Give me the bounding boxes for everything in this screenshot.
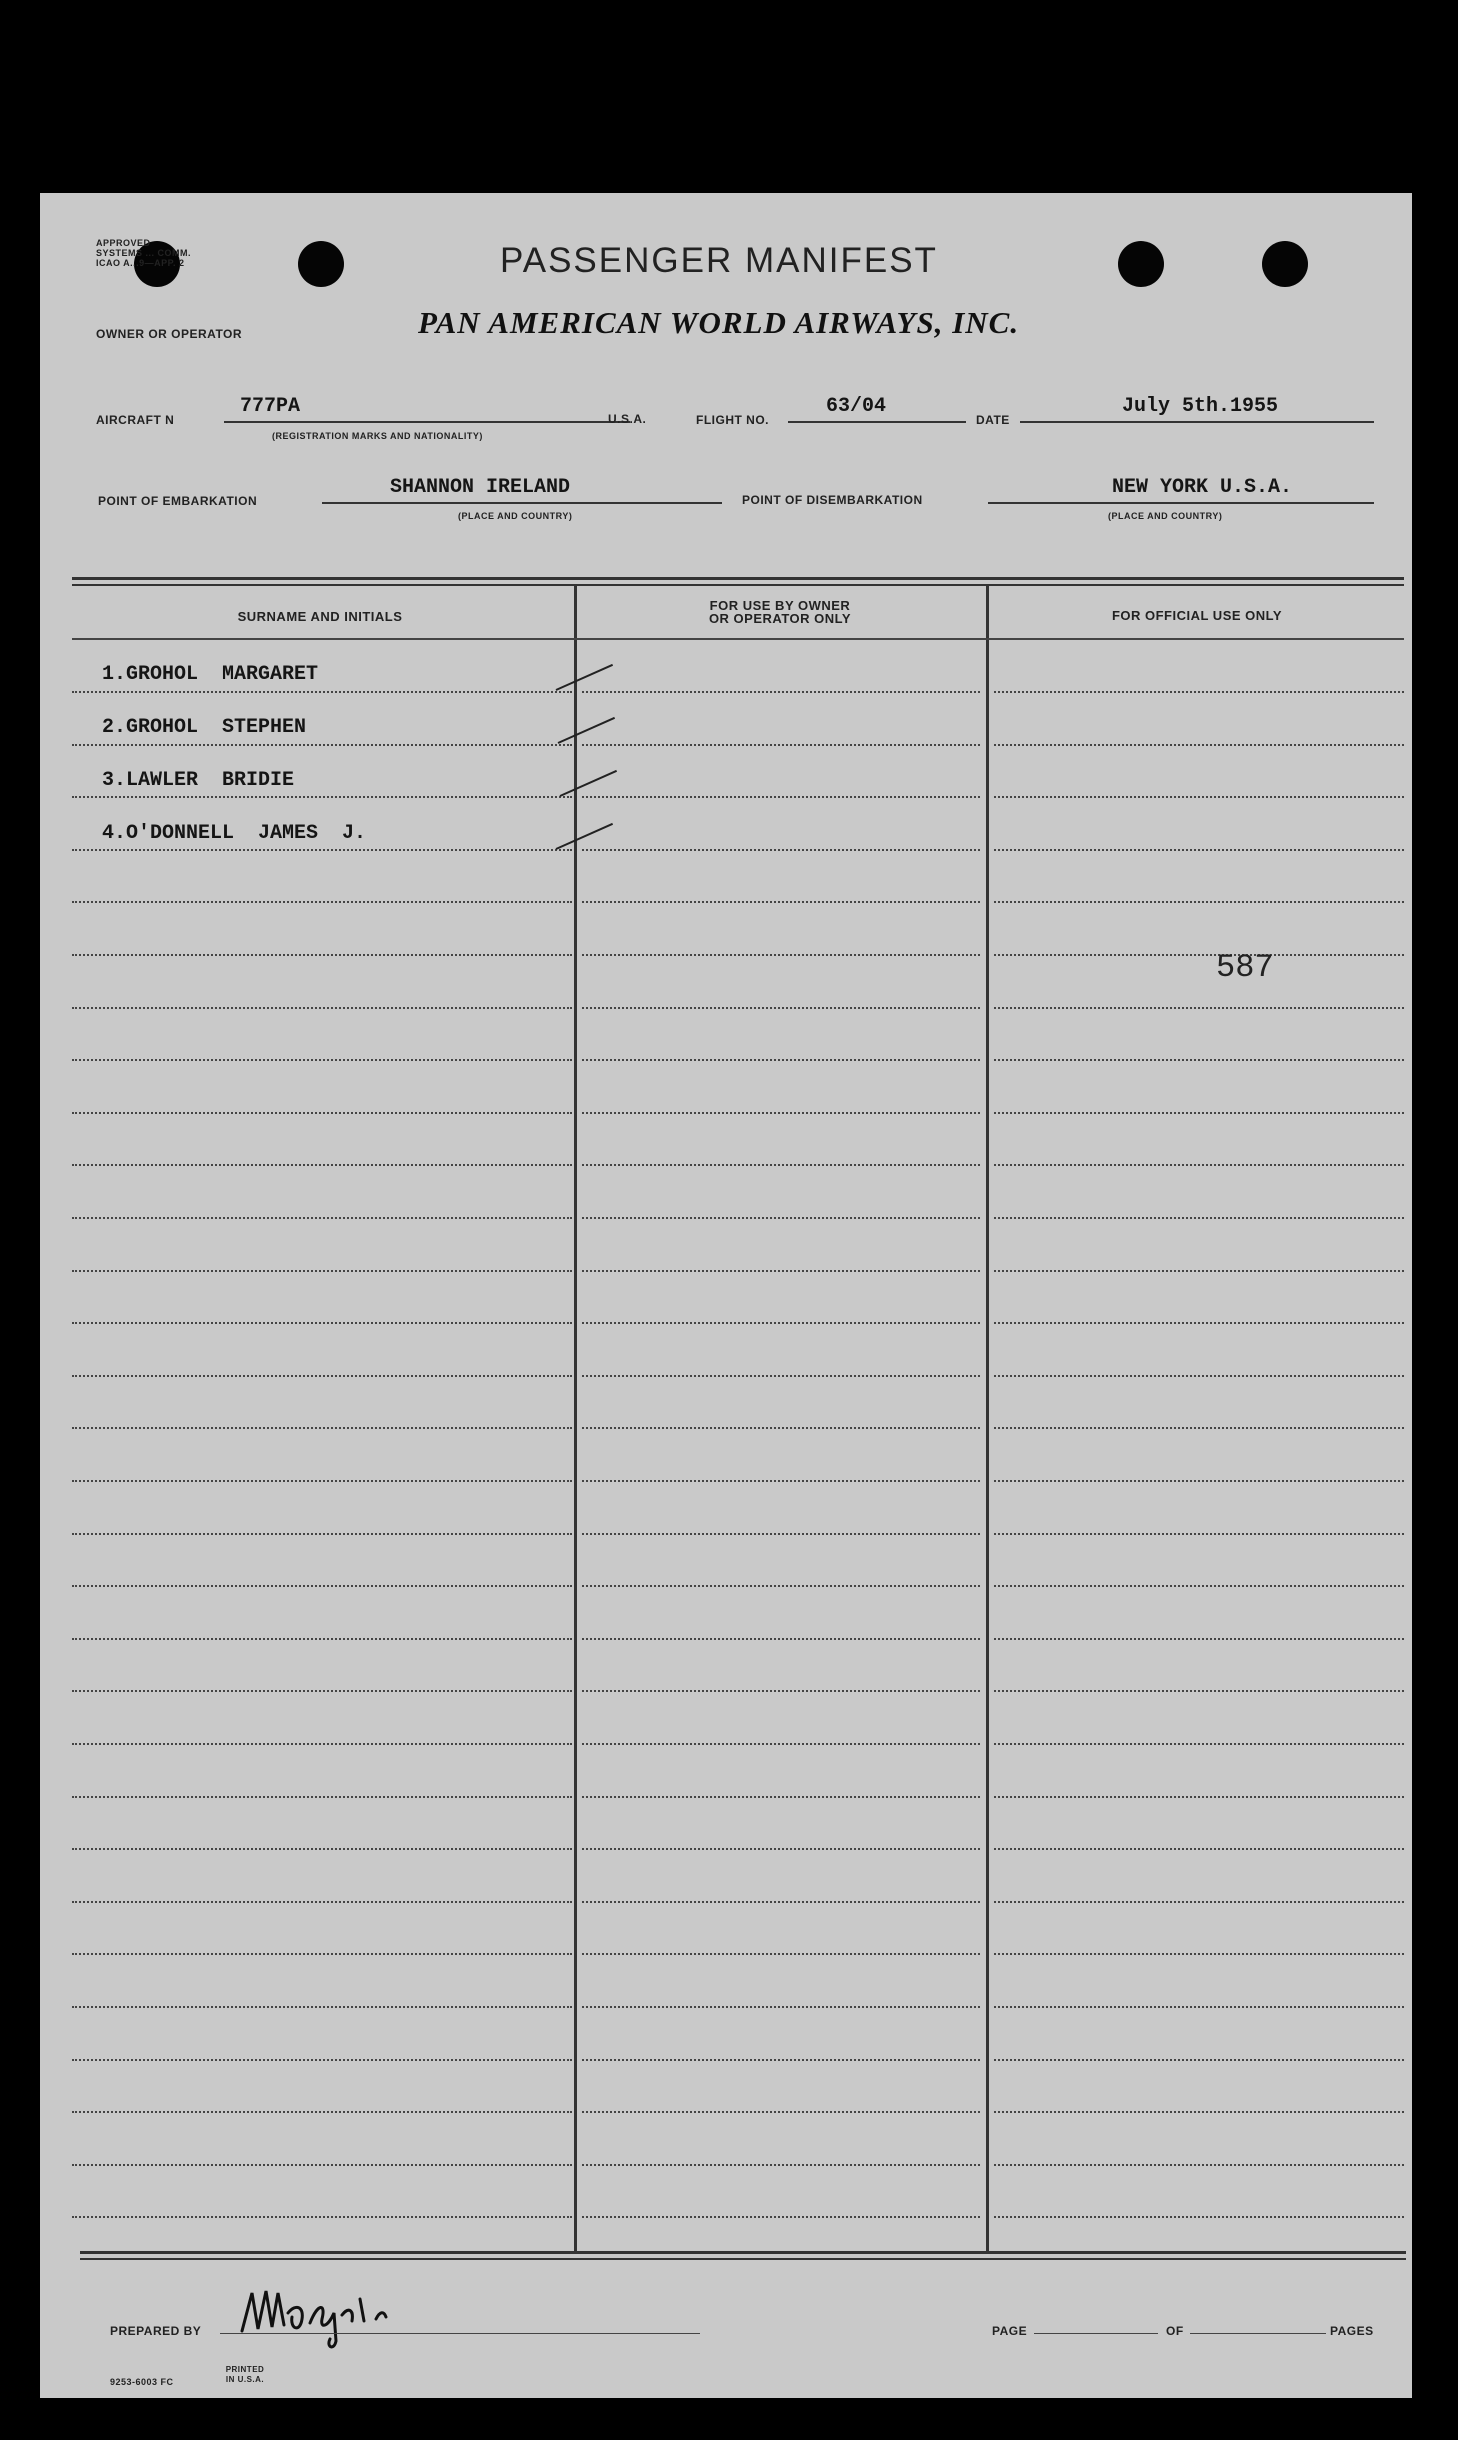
ruled-line	[994, 1953, 1404, 1955]
ruled-line	[582, 1848, 980, 1850]
disembarkation-label: POINT OF DISEMBARKATION	[742, 493, 923, 507]
place-caption: (PLACE AND COUNTRY)	[458, 511, 573, 521]
ruled-line	[72, 1059, 572, 1061]
ruled-line	[994, 2164, 1404, 2166]
ruled-line	[582, 691, 980, 693]
ruled-line	[582, 1059, 980, 1061]
ruled-line	[994, 1427, 1404, 1429]
ruled-line	[994, 1796, 1404, 1798]
ruled-line	[72, 1953, 572, 1955]
ruled-line	[582, 1270, 980, 1272]
ruled-line	[72, 1217, 572, 1219]
ruled-line	[582, 2059, 980, 2061]
usa-label: U.S.A.	[608, 412, 647, 426]
prepared-by-label: PREPARED BY	[110, 2324, 202, 2338]
ruled-line	[72, 901, 572, 903]
pages-label: PAGES	[1330, 2324, 1374, 2338]
ruled-line	[72, 2216, 572, 2218]
ruled-line	[582, 1953, 980, 1955]
ruled-line	[994, 1164, 1404, 1166]
signature	[230, 2263, 530, 2363]
ruled-line	[72, 1796, 572, 1798]
punch-hole	[298, 241, 344, 287]
ruled-line	[582, 849, 980, 851]
ruled-line	[582, 1217, 980, 1219]
check-mark	[556, 823, 613, 850]
ruled-line	[582, 1533, 980, 1535]
ruled-line	[582, 1375, 980, 1377]
manifest-sheet	[40, 193, 1412, 2398]
punch-hole	[1262, 241, 1308, 287]
ruled-line	[994, 796, 1404, 798]
ruled-line	[582, 1585, 980, 1587]
official-note: 587	[1216, 949, 1274, 986]
ruled-line	[582, 2111, 980, 2113]
page-title: PASSENGER MANIFEST	[500, 241, 938, 280]
passenger-row: 1.GROHOL MARGARET	[102, 663, 319, 686]
ruled-line	[582, 1427, 980, 1429]
owner-name: PAN AMERICAN WORLD AIRWAYS, INC.	[418, 305, 1020, 340]
ruled-line	[994, 1480, 1404, 1482]
ruled-line	[72, 1638, 572, 1640]
ruled-line	[582, 1112, 980, 1114]
column-header-owner: FOR USE BY OWNER OR OPERATOR ONLY	[708, 598, 852, 626]
ruled-line	[72, 849, 572, 851]
flight-no-label: FLIGHT NO.	[696, 413, 769, 427]
ruled-line	[582, 796, 980, 798]
ruled-line	[582, 744, 980, 746]
embarkation-value: SHANNON IRELAND	[390, 476, 571, 499]
ruled-line	[994, 1217, 1404, 1219]
form-number: 9253-6003 FC	[110, 2377, 174, 2387]
ruled-line	[72, 1848, 572, 1850]
disembarkation-value: NEW YORK U.S.A.	[1112, 476, 1293, 499]
approval-note: APPROVED SYSTEMS ... COMM. ICAO A...9—APP. 2	[96, 238, 192, 268]
date-value: July 5th.1955	[1122, 395, 1279, 418]
ruled-line	[994, 2059, 1404, 2061]
ruled-line	[994, 1059, 1404, 1061]
ruled-line	[72, 1585, 572, 1587]
ruled-line	[994, 849, 1404, 851]
ruled-line	[994, 744, 1404, 746]
ruled-line	[582, 901, 980, 903]
ruled-line	[994, 1690, 1404, 1692]
ruled-line	[72, 1270, 572, 1272]
ruled-line	[72, 954, 572, 956]
check-mark	[558, 717, 615, 744]
ruled-line	[582, 2164, 980, 2166]
place-caption-2: (PLACE AND COUNTRY)	[1108, 511, 1223, 521]
ruled-line	[72, 796, 572, 798]
column-divider	[574, 585, 577, 2251]
ruled-line	[994, 1743, 1404, 1745]
ruled-line	[994, 1270, 1404, 1272]
ruled-line	[994, 1585, 1404, 1587]
ruled-line	[994, 1375, 1404, 1377]
column-header-surname: SURNAME AND INITIALS	[237, 609, 403, 624]
ruled-line	[72, 1427, 572, 1429]
ruled-line	[582, 1164, 980, 1166]
ruled-line	[72, 1164, 572, 1166]
ruled-line	[994, 2006, 1404, 2008]
printed-label: PRINTED IN U.S.A.	[225, 2365, 265, 2384]
ruled-line	[994, 2111, 1404, 2113]
punch-hole	[1118, 241, 1164, 287]
passenger-row: 2.GROHOL STEPHEN	[102, 716, 307, 739]
column-header-official: FOR OFFICIAL USE ONLY	[1111, 608, 1283, 623]
passenger-row: 4.O'DONNELL JAMES J.	[102, 822, 367, 845]
embarkation-label: POINT OF EMBARKATION	[98, 494, 258, 508]
check-mark	[560, 770, 617, 797]
ruled-line	[994, 1848, 1404, 1850]
ruled-line	[72, 1690, 572, 1692]
ruled-line	[582, 1322, 980, 1324]
date-label: DATE	[976, 413, 1010, 427]
aircraft-label: AIRCRAFT N	[96, 413, 175, 427]
check-mark	[556, 664, 613, 691]
aircraft-value: 777PA	[240, 395, 301, 418]
passenger-row: 3.LAWLER BRIDIE	[102, 769, 295, 792]
ruled-line	[72, 2006, 572, 2008]
ruled-line	[582, 1480, 980, 1482]
ruled-line	[72, 1901, 572, 1903]
ruled-line	[582, 1690, 980, 1692]
ruled-line	[72, 744, 572, 746]
ruled-line	[994, 2216, 1404, 2218]
owner-label: OWNER OR OPERATOR	[96, 327, 243, 341]
ruled-line	[72, 1533, 572, 1535]
ruled-line	[72, 1112, 572, 1114]
ruled-line	[72, 1743, 572, 1745]
ruled-line	[994, 1638, 1404, 1640]
ruled-line	[72, 1480, 572, 1482]
page-label: PAGE	[992, 2324, 1028, 2338]
ruled-line	[72, 2111, 572, 2113]
ruled-line	[72, 1375, 572, 1377]
ruled-line	[994, 1322, 1404, 1324]
ruled-line	[994, 1901, 1404, 1903]
ruled-line	[72, 2164, 572, 2166]
ruled-line	[582, 1901, 980, 1903]
ruled-line	[582, 1638, 980, 1640]
of-label: OF	[1166, 2324, 1184, 2338]
ruled-line	[72, 1322, 572, 1324]
ruled-line	[582, 1007, 980, 1009]
registration-caption: (REGISTRATION MARKS AND NATIONALITY)	[272, 431, 483, 441]
ruled-line	[994, 954, 1404, 956]
ruled-line	[72, 691, 572, 693]
ruled-line	[72, 1007, 572, 1009]
ruled-line	[582, 954, 980, 956]
ruled-line	[994, 901, 1404, 903]
ruled-line	[582, 2216, 980, 2218]
ruled-line	[582, 1796, 980, 1798]
ruled-line	[72, 2059, 572, 2061]
ruled-line	[582, 2006, 980, 2008]
column-divider	[986, 585, 989, 2251]
ruled-line	[994, 691, 1404, 693]
ruled-line	[994, 1112, 1404, 1114]
ruled-line	[994, 1007, 1404, 1009]
ruled-line	[582, 1743, 980, 1745]
ruled-line	[994, 1533, 1404, 1535]
flight-no-value: 63/04	[826, 395, 887, 418]
